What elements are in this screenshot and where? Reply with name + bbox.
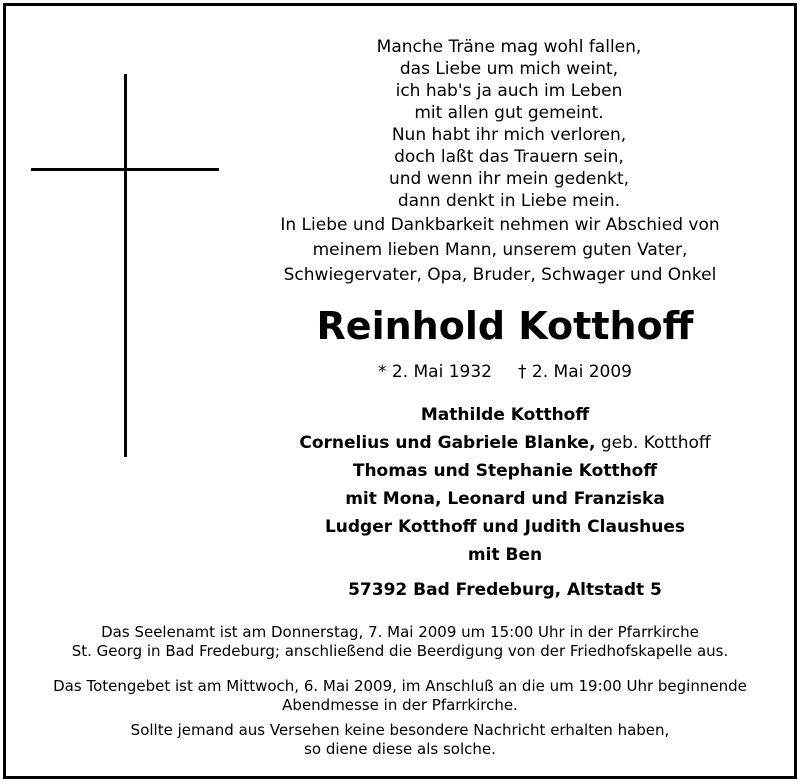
cross-vertical-bar: [124, 74, 127, 457]
requiem-notice: [20, 623, 780, 661]
mourner-names: Cornelius und Gabriele Blanke,: [299, 433, 596, 453]
poem-line: ich hab's ja auch im Leben: [395, 81, 623, 101]
deceased-name: Reinhold Kotthoff: [316, 304, 694, 348]
farewell-intro: [230, 213, 770, 288]
poem-line: Manche Träne mag wohl fallen,: [376, 37, 642, 57]
poem-line: dann denkt in Liebe mein.: [397, 191, 621, 211]
notice-line: so diene diese als solche.: [304, 740, 496, 758]
mourner-line: Thomas und Stephanie Kotthoff: [352, 461, 658, 481]
intro-line: In Liebe und Dankbarkeit nehmen wir Abschied von: [280, 215, 720, 235]
life-dates: [255, 360, 755, 384]
intro-line: meinem lieben Mann, unserem guten Vater,: [312, 240, 688, 260]
notice-line: Sollte jemand aus Versehen keine besondere Nachricht erhalten haben,: [130, 721, 670, 739]
poem-line: doch laßt das Trauern sein,: [394, 147, 624, 167]
mourner-line: mit Mona, Leonard und Franziska: [345, 489, 665, 509]
mourner-line: [205, 429, 800, 457]
notice-line: Abendmesse in der Pfarrkirche.: [282, 696, 518, 714]
mourner-line: mit Ben: [467, 545, 543, 565]
notice-line: Das Seelenamt ist am Donnerstag, 7. Mai 2009 um 15:00 Uhr in der Pfarrkirche: [101, 623, 699, 641]
poem-line: und wenn ihr mein gedenkt,: [388, 169, 630, 189]
poem-line: das Liebe um mich weint,: [399, 59, 619, 79]
family-address: 57392 Bad Fredeburg, Altstadt 5: [348, 580, 662, 600]
poem-line: Nun habt ihr mich verloren,: [391, 125, 627, 145]
maiden-name: geb. Kotthoff: [595, 433, 711, 453]
mourner-line: Mathilde Kotthoff: [420, 405, 590, 425]
death-date: † 2. Mai 2009: [518, 362, 633, 382]
notice-line: St. Georg in Bad Fredeburg; anschließend die Beerdigung von der Friedhofskapelle aus.: [71, 642, 729, 660]
prayer-notice: [20, 677, 780, 715]
birth-date: * 2. Mai 1932: [377, 362, 492, 382]
memorial-poem: [309, 36, 709, 212]
mourner-line: Ludger Kotthoff und Judith Claushues: [324, 517, 686, 537]
poem-line: mit allen gut gemeint.: [414, 103, 604, 123]
intro-line: Schwiegervater, Opa, Bruder, Schwager und Onkel: [283, 265, 717, 285]
mourners-list: [205, 401, 800, 569]
closing-notice: [20, 721, 780, 759]
cross-horizontal-bar: [31, 168, 219, 171]
notice-line: Das Totengebet ist am Mittwoch, 6. Mai 2009, im Anschluß an die um 19:00 Uhr beginnende: [53, 677, 747, 695]
